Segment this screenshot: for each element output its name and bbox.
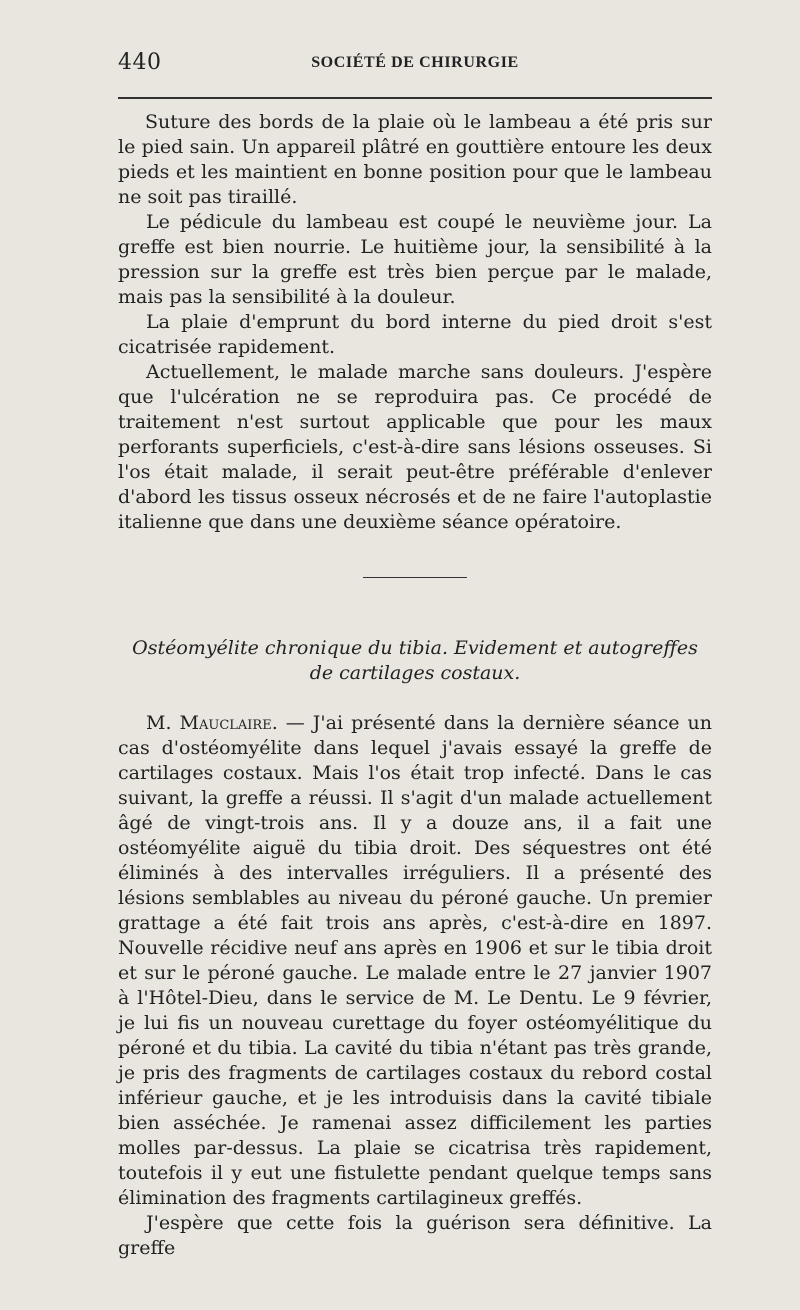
header-rule <box>118 97 712 99</box>
section-title <box>118 636 712 686</box>
paragraph-text: — J'ai présenté dans la dernière séance un cas d'ostéomyélite dans lequel j'avais essayé la greffe de cartilages costaux. Mais l'os était trop infecté. Dans le cas suivant, la greffe a réussi. Il s'agit d'un malade actuellement âgé de vingt-trois ans. Il y a douze ans, il a fait une ostéomyélite aiguë du tibia droit. Des séquestres ont été éliminés à des intervalles irréguliers. Il a présenté des lésions semblables au niveau du péroné gauche. Un premier grattage a été fait trois ans après, c'est-à-dire en 1897. Nouvelle récidive neuf ans après en 1906 et sur le tibia droit et sur le péroné gauche. Le malade entre le 27 janvier 1907 à l'Hôtel-Dieu, dans le service de M. Le Dentu. Le 9 février, je lui fis un nouveau curettage du foyer ostéomyélitique du péroné et du tibia. La cavité du tibia n'étant pas très grande, je pris des fragments de cartilages costaux du rebord costal inférieur gauche, et je les introduisis dans la cavité tibiale bien asséchée. Je ramenai assez difficilement les parties molles par-dessus. La plaie se cicatrisa très rapidement, toutefois il y eut une fistulette pendant quelque temps sans élimination des fragments cartilagineux greffés. <box>118 712 712 1209</box>
section-body <box>118 711 712 1261</box>
running-head: SOCIÉTÉ DE CHIRURGIE <box>311 54 519 71</box>
section-divider <box>363 577 467 578</box>
paragraph: Le pédicule du lambeau est coupé le neuvième jour. La greffe est bien nourrie. Le huitième jour, la sensibilité à la pression sur la greffe est très bien perçue par le malade, mais pas la sensibilité à la douleur. <box>118 211 712 308</box>
section-title-line-1: Ostéomyélite chronique du tibia. Evidement et autogreffes <box>132 637 698 659</box>
paragraph: Actuellement, le malade marche sans douleurs. J'espère que l'ulcération ne se reproduira pas. Ce procédé de traitement n'est surtout applicable que pour les maux perforants superficiels, c'est-à-dire sans lésions osseuses. Si l'os était malade, il serait peut-être préférable d'enlever d'abord les tissus osseux nécrosés et de ne faire l'autoplastie italienne que dans une deuxième séance opératoire. <box>118 361 712 533</box>
page-number: 440 <box>118 50 162 75</box>
speaker-name: M. Mauclaire. <box>146 712 278 734</box>
paragraph: J'espère que cette fois la guérison sera définitive. La greffe <box>118 1212 712 1259</box>
page-body <box>118 110 712 1261</box>
paragraph <box>118 711 712 1211</box>
paragraph: La plaie d'emprunt du bord interne du pied droit s'est cicatrisée rapidement. <box>118 311 712 358</box>
page-header <box>118 50 712 90</box>
section-title-line-2: de cartilages costaux. <box>309 662 521 684</box>
paragraph: Suture des bords de la plaie où le lambeau a été pris sur le pied sain. Un appareil plâtré en gouttière entoure les deux pieds et les maintient en bonne position pour que le lambeau ne soit pas tiraillé. <box>118 111 712 208</box>
